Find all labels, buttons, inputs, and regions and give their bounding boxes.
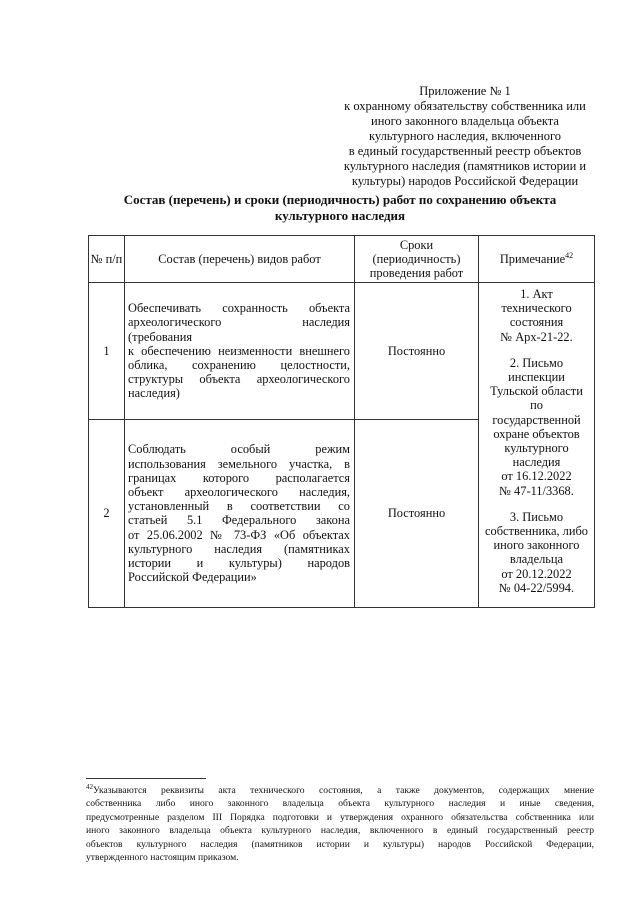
row-num: 2: [89, 419, 125, 607]
work-line: Российской Федерации»: [128, 570, 257, 585]
note-line: № Арх-21-22.: [500, 329, 573, 344]
document-title: [100, 192, 580, 224]
work-line: границах которого располагается: [128, 470, 350, 485]
header-term-line: (периодичность): [372, 251, 461, 266]
note-line: иного законного: [493, 538, 580, 553]
appendix-line: культурного наследия (памятников истории и: [343, 159, 587, 173]
note-item: [479, 510, 594, 595]
work-line: установленный в соответствии со: [128, 499, 350, 514]
header-term: [355, 236, 479, 283]
note-line: 1. Акт: [520, 287, 553, 301]
footnote-line: утвержденного настоящим приказом.: [86, 852, 239, 864]
work-line: культурного наследия (памятниках: [128, 541, 350, 556]
header-works: Состав (перечень) видов работ: [125, 236, 355, 283]
note-line: государственной: [492, 412, 581, 427]
note-line: от 20.12.2022: [501, 566, 572, 581]
header-term-line: Сроки: [399, 237, 434, 252]
footnote-ref: 42: [86, 782, 93, 791]
note-line: владельца: [509, 552, 564, 567]
table-row: [89, 283, 595, 420]
note-line: от 16.12.2022: [501, 469, 572, 484]
note-line: технического: [501, 301, 572, 316]
work-line: Обеспечивать сохранность объекта: [128, 301, 350, 316]
note-line: Тульской области: [490, 384, 583, 399]
note-line: наследия: [512, 455, 561, 470]
title-line: культурного наследия: [274, 208, 406, 223]
work-line: истории и культуры) народов: [128, 555, 350, 570]
row-term: Постоянно: [355, 283, 479, 420]
row-term: Постоянно: [355, 419, 479, 607]
footnote-divider: [86, 778, 206, 779]
appendix-header: [320, 84, 610, 189]
work-line: археологического наследия: [128, 315, 350, 330]
note-line: 2. Письмо: [509, 355, 564, 370]
footnote: [86, 784, 594, 864]
footnote-line: собственника либо иного законного владельца объекта культурного наследия и иные сведения,: [86, 798, 594, 810]
appendix-line: иного законного владельца объекта: [371, 114, 559, 128]
title-line: Состав (перечень) и сроки (периодичность) работ по сохранению объекта: [123, 192, 557, 207]
work-line: от 25.06.2002 № 73-ФЗ «Об объектах: [128, 527, 350, 542]
work-line: облика, сохранению целостности,: [128, 357, 350, 372]
appendix-line: Приложение № 1: [419, 84, 511, 98]
footnote-text: Указываются реквизиты акта технического состояния, а также документов, содержащих мнение: [93, 785, 594, 796]
note-item: [479, 356, 594, 498]
row-works: [125, 283, 355, 420]
note-line: № 47-11/3368.: [499, 483, 574, 498]
note-line: инспекции: [508, 370, 565, 385]
appendix-line: культурного наследия, включенного: [368, 129, 562, 143]
work-line: использования земельного участка, в: [128, 456, 350, 471]
work-line: Соблюдать особый режим: [128, 442, 350, 457]
table-header-row: [89, 236, 595, 283]
appendix-line: культуры) народов Российской Федерации: [351, 174, 579, 188]
header-note: [479, 236, 595, 283]
header-num: № п/п: [89, 236, 125, 283]
note-line: по: [530, 398, 543, 413]
footnote-line: иного законного владельца объекта культурного наследия, включенного в единый государственный реестр: [86, 825, 594, 837]
footnote-line: [86, 784, 594, 797]
note-line: состояния: [509, 315, 564, 330]
footnote-line: объектов культурного наследия (памятников истории и культуры) народов Российской Федерации,: [86, 838, 594, 850]
work-line: к обеспечению неизменности внешнего: [128, 343, 350, 358]
note-line: охране объектов: [493, 426, 580, 441]
work-line: объект археологического наследия,: [128, 484, 350, 499]
header-note-footnote-ref: 42: [565, 250, 574, 260]
note-line: 3. Письмо: [509, 509, 564, 524]
note-line: культурного: [504, 441, 569, 456]
note-line: собственника, либо: [485, 524, 588, 539]
work-line: наследия): [128, 386, 180, 401]
row-num: 1: [89, 283, 125, 420]
work-line: структуры объекта археологического: [128, 372, 350, 387]
footnote-line: предусмотренные разделом III Порядка подготовки и утверждения охранного обязательства собственника или: [86, 811, 594, 823]
note-item: [479, 287, 594, 344]
notes-cell: [479, 283, 595, 608]
row-works: [125, 419, 355, 607]
header-note-label: Примечание: [499, 251, 566, 266]
header-term-line: проведения работ: [369, 266, 464, 281]
work-line: статьей 5.1 Федерального закона: [128, 513, 350, 528]
appendix-line: в единый государственный реестр объектов: [348, 144, 582, 158]
note-line: № 04-22/5994.: [498, 580, 575, 595]
appendix-line: к охранному обязательству собственника или: [344, 99, 586, 113]
work-line: (требования: [128, 329, 193, 344]
works-table: [88, 235, 595, 608]
